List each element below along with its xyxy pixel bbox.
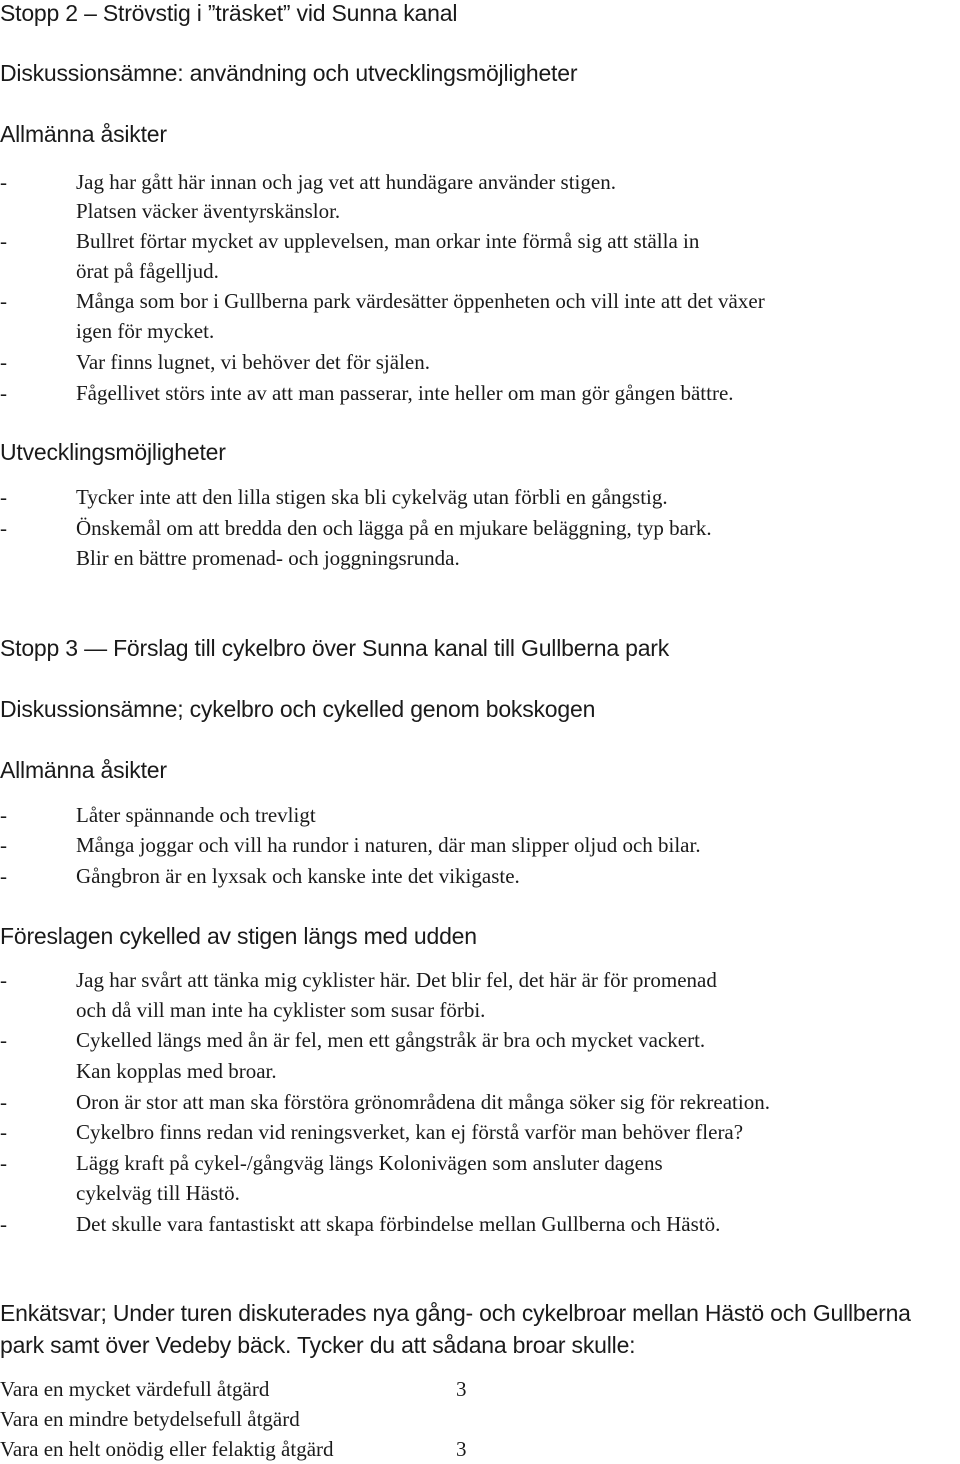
bullet-dash: - [0,1212,7,1236]
survey-option-count: 3 [456,1437,467,1461]
bullet-dash: - [0,1028,7,1052]
stop2-topic: Diskussionsämne: användning och utvecklingsmöjligheter [0,60,578,86]
survey-question-line1: Enkätsvar; Under turen diskuterades nya gång- och cykelbroar mellan Hästö och Gullberna [0,1300,911,1326]
bullet-dash: - [0,381,7,405]
list-item-text: Många som bor i Gullberna park värdesätter öppenheten och vill inte att det växer [76,289,765,313]
survey-option-label: Vara en mycket värdefull åtgärd [0,1377,270,1401]
list-item-text: Önskemål om att bredda den och lägga på en mjukare beläggning, typ bark. [76,516,712,540]
list-item-text: och då vill man inte ha cyklister som susar förbi. [76,998,486,1022]
bullet-dash: - [0,516,7,540]
list-item-text: Gångbron är en lyxsak och kanske inte det vikigaste. [76,864,520,888]
list-item-text: Kan kopplas med broar. [76,1059,277,1083]
list-item-text: Bullret förtar mycket av upplevelsen, man orkar inte förmå sig att ställa in [76,229,700,253]
bullet-dash: - [0,864,7,888]
list-item-text: Många joggar och vill ha rundor i naturen, där man slipper oljud och bilar. [76,833,701,857]
list-item-text: igen för mycket. [76,319,215,343]
survey-option-label: Vara en helt onödig eller felaktig åtgärd [0,1437,334,1461]
bullet-dash: - [0,229,7,253]
list-item-text: Det skulle vara fantastiskt att skapa förbindelse mellan Gullberna och Hästö. [76,1212,721,1236]
list-item-text: Platsen väcker äventyrskänslor. [76,199,341,223]
bullet-dash: - [0,170,7,194]
bullet-dash: - [0,833,7,857]
list-item-text: Fågellivet störs inte av att man passerar, inte heller om man gör gången bättre. [76,381,734,405]
list-item-text: Låter spännande och trevligt [76,803,316,827]
survey-option-label: Vara en mindre betydelsefull åtgärd [0,1407,300,1431]
stop3-title: Stopp 3 — Förslag till cykelbro över Sunna kanal till Gullberna park [0,635,670,661]
list-item-text: Cykelled längs med ån är fel, men ett gångstråk är bra och mycket vackert. [76,1028,706,1052]
stop3-proposed-heading: Föreslagen cykelled av stigen längs med udden [0,923,477,949]
bullet-dash: - [0,350,7,374]
list-item-text: Oron är stor att man ska förstöra grönområdena dit många söker sig för rekreation. [76,1090,770,1114]
list-item-text: Lägg kraft på cykel-/gångväg längs Kolonivägen som ansluter dagens [76,1151,663,1175]
bullet-dash: - [0,485,7,509]
list-item-text: Jag har svårt att tänka mig cyklister här. Det blir fel, det här är för promenad [76,968,717,992]
stop3-general-heading: Allmänna åsikter [0,757,167,783]
bullet-dash: - [0,1151,7,1175]
bullet-dash: - [0,1090,7,1114]
stop3-topic: Diskussionsämne; cykelbro och cykelled genom bokskogen [0,696,596,722]
stop2-dev-heading: Utvecklingsmöjligheter [0,439,226,465]
stop2-title: Stopp 2 – Strövstig i ”träsket” vid Sunna kanal [0,0,458,26]
bullet-dash: - [0,803,7,827]
list-item-text: Blir en bättre promenad- och joggningsrunda. [76,546,460,570]
bullet-dash: - [0,1120,7,1144]
list-item-text: örat på fågelljud. [76,259,219,283]
bullet-dash: - [0,289,7,313]
list-item-text: Tycker inte att den lilla stigen ska bli cykelväg utan förbli en gångstig. [76,485,668,509]
survey-option-count: 3 [456,1377,467,1401]
bullet-dash: - [0,968,7,992]
list-item-text: Cykelbro finns redan vid reningsverket, kan ej förstå varför man behöver flera? [76,1120,744,1144]
list-item-text: Jag har gått här innan och jag vet att hundägare använder stigen. [76,170,616,194]
survey-question-line2: park samt över Vedeby bäck. Tycker du att sådana broar skulle: [0,1332,636,1358]
stop2-general-heading: Allmänna åsikter [0,121,167,147]
list-item-text: Var finns lugnet, vi behöver det för själen. [76,350,430,374]
list-item-text: cykelväg till Hästö. [76,1181,240,1205]
